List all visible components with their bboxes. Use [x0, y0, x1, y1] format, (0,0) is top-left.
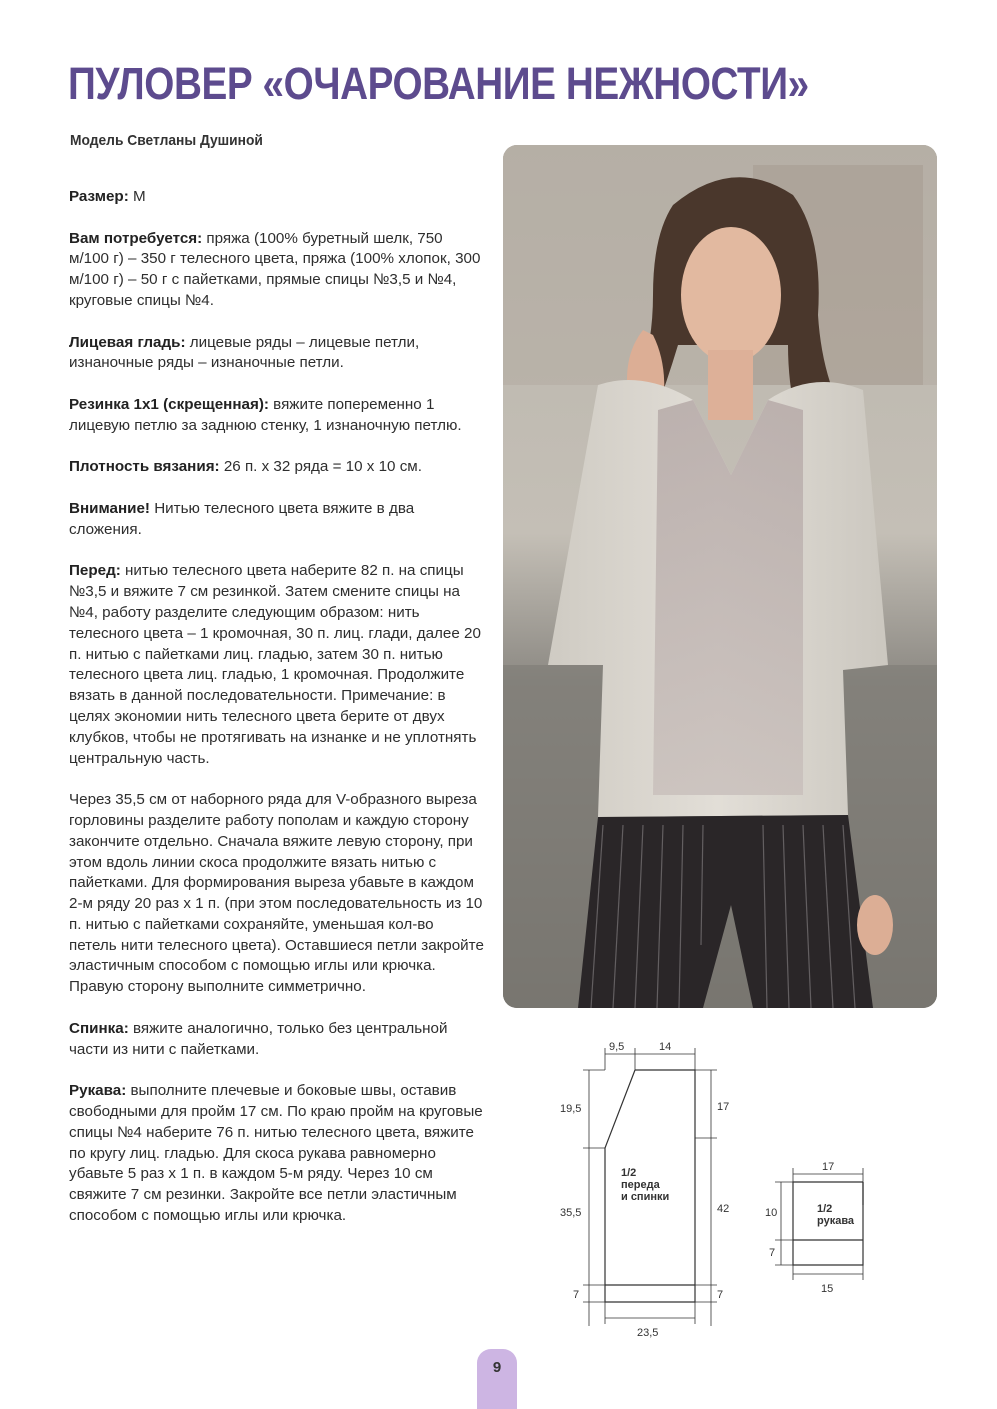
model-photo-illustration [503, 145, 937, 1008]
sleeve-dim-top: 17 [822, 1161, 835, 1173]
section-size [69, 187, 484, 208]
page-number-tab [477, 1349, 517, 1409]
section-materials [69, 229, 484, 312]
instructions-column [69, 187, 484, 1248]
model-photo [503, 145, 937, 1008]
section-label: Лицевая гладь: [69, 333, 186, 351]
section-label: Размер: [69, 188, 129, 205]
section-attention [69, 499, 484, 541]
section-text: нитью телесного цвета наберите 82 п. на спицы №3,5 и вяжите 7 см резинкой. Затем смените спицы на №4, работу разделите следующим образом: нить телесного цвета – 1 кромочная, 30 п. лиц. глади, далее 20 п. нитью с пайетками лиц. гладью, затем 30 п. нитью телесного цвета лиц. гладью, 1 кромочная. Продолжите вязать в данной последовательности. Примечание: в целях экономии нить телесного цвета берите от двух клубков, чтобы не протягивать на изнанке и не уплотнять центральную часть. [69, 562, 481, 767]
section-text: Нитью телесного цвета вяжите в два сложения. [69, 499, 415, 538]
section-sleeves [69, 1081, 484, 1227]
section-text: Через 35,5 см от наборного ряда для V-образного выреза горловины разделите работу пополам и каждую сторону закончите отдельно. Сначала вяжите левую сторону, при этом вдоль линии скоса продолжите вязать нитью с пайетками. Для формирования выреза убавьте в каждом 2-м ряду 20 раз х 1 п. (при этом последовательность из 10 п. нитью с пайетками сохраняйте, уменьшая кол-во петель нити телесного цвета). Оставшиеся петли закройте эластичным способом с помощью иглы или крючка. Правую сторону выполните симметрично. [69, 791, 484, 996]
dim-right-middle: 42 [717, 1203, 730, 1215]
section-label: Вам потребуется: [69, 229, 203, 247]
sleeve-dim-left-lower: 7 [769, 1247, 776, 1259]
section-rib [69, 395, 484, 437]
pattern-schematic [545, 1030, 865, 1350]
sleeve-dim-bottom: 15 [821, 1283, 834, 1295]
section-label: Резинка 1х1 (скрещенная): [69, 395, 269, 413]
dim-left-middle: 35,5 [560, 1207, 582, 1219]
section-text: вяжите аналогично, только без центральной части из нити с пайетками. [69, 1019, 448, 1058]
section-label: Рукава: [69, 1082, 127, 1100]
section-text: выполните плечевые и боковые швы, оставив свободными для пройм 17 см. По краю пройм на круговые спицы №4 наберите 76 п. нитью телесного цвета, вяжите по кругу лиц. гладью. Для скоса рукава равномерно убавьте 5 раз х 1 п. в каждом 5-м ряду. Через 10 см свяжите 7 см резинки. Закройте все петли эластичным способом с помощью иглы или крючка. [69, 1082, 483, 1225]
section-stockinette [69, 333, 484, 375]
section-neckline [69, 790, 484, 998]
section-gauge [69, 457, 484, 478]
section-front [69, 561, 484, 769]
sleeve-label-2: рукава [817, 1215, 855, 1227]
section-back [69, 1019, 484, 1061]
dim-left-upper: 19,5 [560, 1103, 582, 1115]
author-credit: Модель Светланы Душиной [70, 132, 263, 149]
main-piece-label-3: и спинки [621, 1191, 670, 1203]
dim-right-upper: 17 [717, 1101, 730, 1113]
section-label: Спинка: [69, 1019, 129, 1037]
section-text: пряжа (100% буретный шелк, 750 м/100 г) – 350 г телесного цвета, пряжа (100% хлопок, 300 м/100 г) – 50 г с пайетками, прямые спицы №3,5 и №4, круговые спицы №4. [69, 229, 481, 309]
page-number: 9 [492, 1359, 502, 1376]
sleeve-label-1: 1/2 [817, 1203, 833, 1215]
page-title: ПУЛОВЕР «ОЧАРОВАНИЕ НЕЖНОСТИ» [68, 58, 809, 109]
sleeve-dim-left-upper: 10 [765, 1207, 778, 1219]
main-piece-label-1: 1/2 [621, 1167, 637, 1179]
section-text: вяжите попеременно 1 лицевую петлю за заднюю стенку, 1 изнаночную петлю. [69, 395, 462, 434]
dim-right-lower: 7 [717, 1289, 724, 1301]
dim-top-right: 14 [659, 1041, 672, 1053]
section-text: M [128, 188, 146, 205]
dim-bottom: 23,5 [637, 1327, 659, 1339]
section-text: 26 п. х 32 ряда = 10 х 10 см. [219, 458, 422, 476]
section-label: Перед: [69, 562, 121, 580]
section-label: Плотность вязания: [69, 458, 220, 476]
dim-left-lower: 7 [573, 1289, 580, 1301]
dim-top-left: 9,5 [609, 1041, 625, 1053]
section-text: лицевые ряды – лицевые петли, изнаночные ряды – изнаночные петли. [69, 333, 420, 372]
section-label: Внимание! [69, 499, 150, 517]
main-piece-label-2: переда [621, 1179, 660, 1191]
